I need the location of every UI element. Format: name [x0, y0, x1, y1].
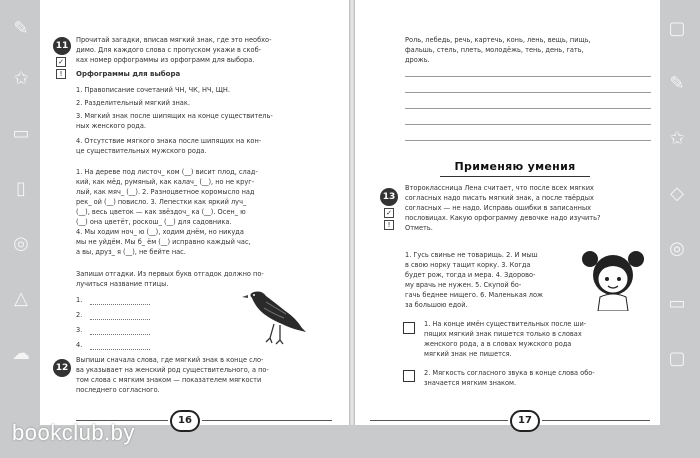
riddle-line: а вы, друз_ я (__), не бейте нас.	[76, 248, 186, 256]
page-number-line	[202, 420, 332, 421]
orthogram-item: 1. Правописание сочетаний ЧН, ЧК, НЧ, ЩН.	[76, 86, 230, 94]
writing-line[interactable]	[405, 140, 651, 141]
bird-illustration	[240, 288, 310, 350]
orthogram-item: це существительных мужского рода.	[76, 147, 207, 155]
page-number: 16	[170, 410, 200, 432]
attention-marker-icon: !	[384, 220, 394, 230]
check-marker-icon: ✓	[384, 208, 394, 218]
triangle-icon: △	[14, 288, 28, 309]
option-line: пящих мягкий знак пишется только в словах	[424, 330, 582, 338]
backpack-icon: ▢	[668, 18, 686, 39]
option-line: 2. Мягкость согласного звука в конце слова обо-	[424, 369, 595, 377]
task13-intro-line: Отметь.	[405, 224, 433, 232]
answer-line[interactable]	[90, 334, 150, 335]
option-line: 1. На конце имён существительных после ши-	[424, 320, 587, 328]
answer-line[interactable]	[90, 304, 150, 305]
proverb-line: в свою норку тащит корку. 3. Когда	[405, 261, 531, 269]
answer-label: 1.	[76, 296, 83, 304]
watermark-text: bookclub.by	[12, 420, 135, 445]
word-list-line: Роль, лебедь, речь, картечь, конь, лень, вещь, пищь,	[405, 36, 591, 44]
task13-intro-line: согласных — не надо. Исправь ошибки в записанных	[405, 204, 592, 212]
orthogram-item: 2. Разделительный мягкий знак.	[76, 99, 190, 107]
task12-line: последнего согласного.	[76, 386, 160, 394]
orthograms-title: Орфограммы для выбора	[76, 70, 181, 78]
answers-intro-line: Запиши отгадки. Из первых букв отгадок должно по-	[76, 270, 264, 278]
answer-label: 4.	[76, 341, 83, 349]
right-margin-decoration	[660, 0, 700, 458]
option-line: мягкий знак не пишется.	[424, 350, 512, 358]
writing-line[interactable]	[405, 124, 651, 125]
riddle-line: рек_ ой (__) повисло. 3. Лепестки как яркий луч_	[76, 198, 247, 206]
orthogram-item: 4. Отсутствие мягкого знака после шипящих на кон-	[76, 137, 262, 145]
riddle-line: мы не уйдём. Мы б_ ём (__) исправно каждый час,	[76, 238, 251, 246]
globe-icon: ◎	[13, 233, 29, 254]
proverb-line: гачь беднее нищего. 6. Маленькая лож	[405, 291, 543, 299]
answer-checkbox[interactable]	[403, 370, 415, 382]
proverb-line: за большою едой.	[405, 301, 468, 309]
ruler-icon: ▯	[16, 178, 26, 199]
option-line: значается мягким знаком.	[424, 379, 517, 387]
page-number: 17	[510, 410, 540, 432]
pencil-icon: ✎	[13, 18, 29, 39]
section-heading: Применяю умения	[454, 160, 576, 173]
task-number-badge: 12	[53, 359, 71, 377]
riddle-line: (__), весь цветок — как звёздоч_ ка (__). Осен_ ю	[76, 208, 246, 216]
writing-line[interactable]	[405, 108, 651, 109]
globe-icon: ◎	[669, 238, 685, 259]
answer-line[interactable]	[90, 349, 150, 350]
orthogram-item: ных женского рода.	[76, 122, 146, 130]
book-icon: ▭	[12, 123, 30, 144]
book-gutter	[349, 0, 355, 425]
cloud-icon: ☁	[12, 343, 30, 364]
riddle-line: 1. На дереве под листоч_ ком (__) висит плод, слад-	[76, 168, 258, 176]
task12-line: ва указывает на женский род существительного, а по-	[76, 366, 269, 374]
answer-line[interactable]	[90, 319, 150, 320]
attention-marker-icon: !	[56, 69, 66, 79]
answer-label: 2.	[76, 311, 83, 319]
task13-intro-line: Второклассница Лена считает, что после всех мягких	[405, 184, 594, 192]
task-number-badge: 11	[53, 37, 71, 55]
answer-label: 3.	[76, 326, 83, 334]
word-list-line: фальшь, стель, плеть, молодёжь, тень, день, гать,	[405, 46, 584, 54]
proverb-line: 1. Гусь свинье не товарищь. 2. И мыш	[405, 251, 538, 259]
proverb-line: му врачь не нужен. 5. Скупой бо-	[405, 281, 522, 289]
star-icon: ✩	[13, 68, 29, 89]
compass-icon: ◇	[670, 183, 684, 204]
task11-intro-line: Прочитай загадки, вписав мягкий знак, где это необхо-	[76, 36, 272, 44]
riddle-line: 4. Мы ходим ноч_ ю (__), ходим днём, но никуда	[76, 228, 244, 236]
pencil-icon: ✎	[669, 73, 685, 94]
page-number-line	[542, 420, 650, 421]
task13-intro-line: пословицах. Какую орфограмму девочке надо изучить?	[405, 214, 601, 222]
heading-underline	[440, 176, 590, 177]
riddle-line: (__) она цветёт, роскош_ (__) для садовника.	[76, 218, 232, 226]
answers-intro-line: лучиться название птицы.	[76, 280, 169, 288]
page-number-line	[370, 420, 508, 421]
task12-line: Выпиши сначала слова, где мягкий знак в конце сло-	[76, 356, 264, 364]
check-marker-icon: ✓	[56, 57, 66, 67]
task13-intro-line: согласных надо писать мягкий знак, а после твёрдых	[405, 194, 594, 202]
riddle-line: лый, как мяч_ (__). 2. Разноцветное коромысло над	[76, 188, 255, 196]
option-line: женского рода, а в словах мужского рода	[424, 340, 572, 348]
star-icon: ✩	[669, 128, 685, 149]
answer-checkbox[interactable]	[403, 322, 415, 334]
word-list-line: дрожь.	[405, 56, 430, 64]
proverb-line: будет рож, тогда и мера. 4. Здорово-	[405, 271, 536, 279]
book-icon: ▭	[668, 293, 686, 314]
writing-line[interactable]	[405, 92, 651, 93]
girl-illustration	[580, 245, 646, 311]
task11-intro-line: димо. Для каждого слова с пропуском укажи в скоб-	[76, 46, 262, 54]
riddle-line: кий, как мёд, румяный, как калач_ (__), но не круг-	[76, 178, 255, 186]
backpack-icon: ▢	[668, 348, 686, 369]
writing-line[interactable]	[405, 76, 651, 77]
task11-intro-line: ках номер орфограммы из орфограмм для выбора.	[76, 56, 255, 64]
task-number-badge: 13	[380, 188, 398, 206]
orthogram-item: 3. Мягкий знак после шипящих на конце существитель-	[76, 112, 273, 120]
task12-line: том слова с мягким знаком — показателем мягкости	[76, 376, 262, 384]
